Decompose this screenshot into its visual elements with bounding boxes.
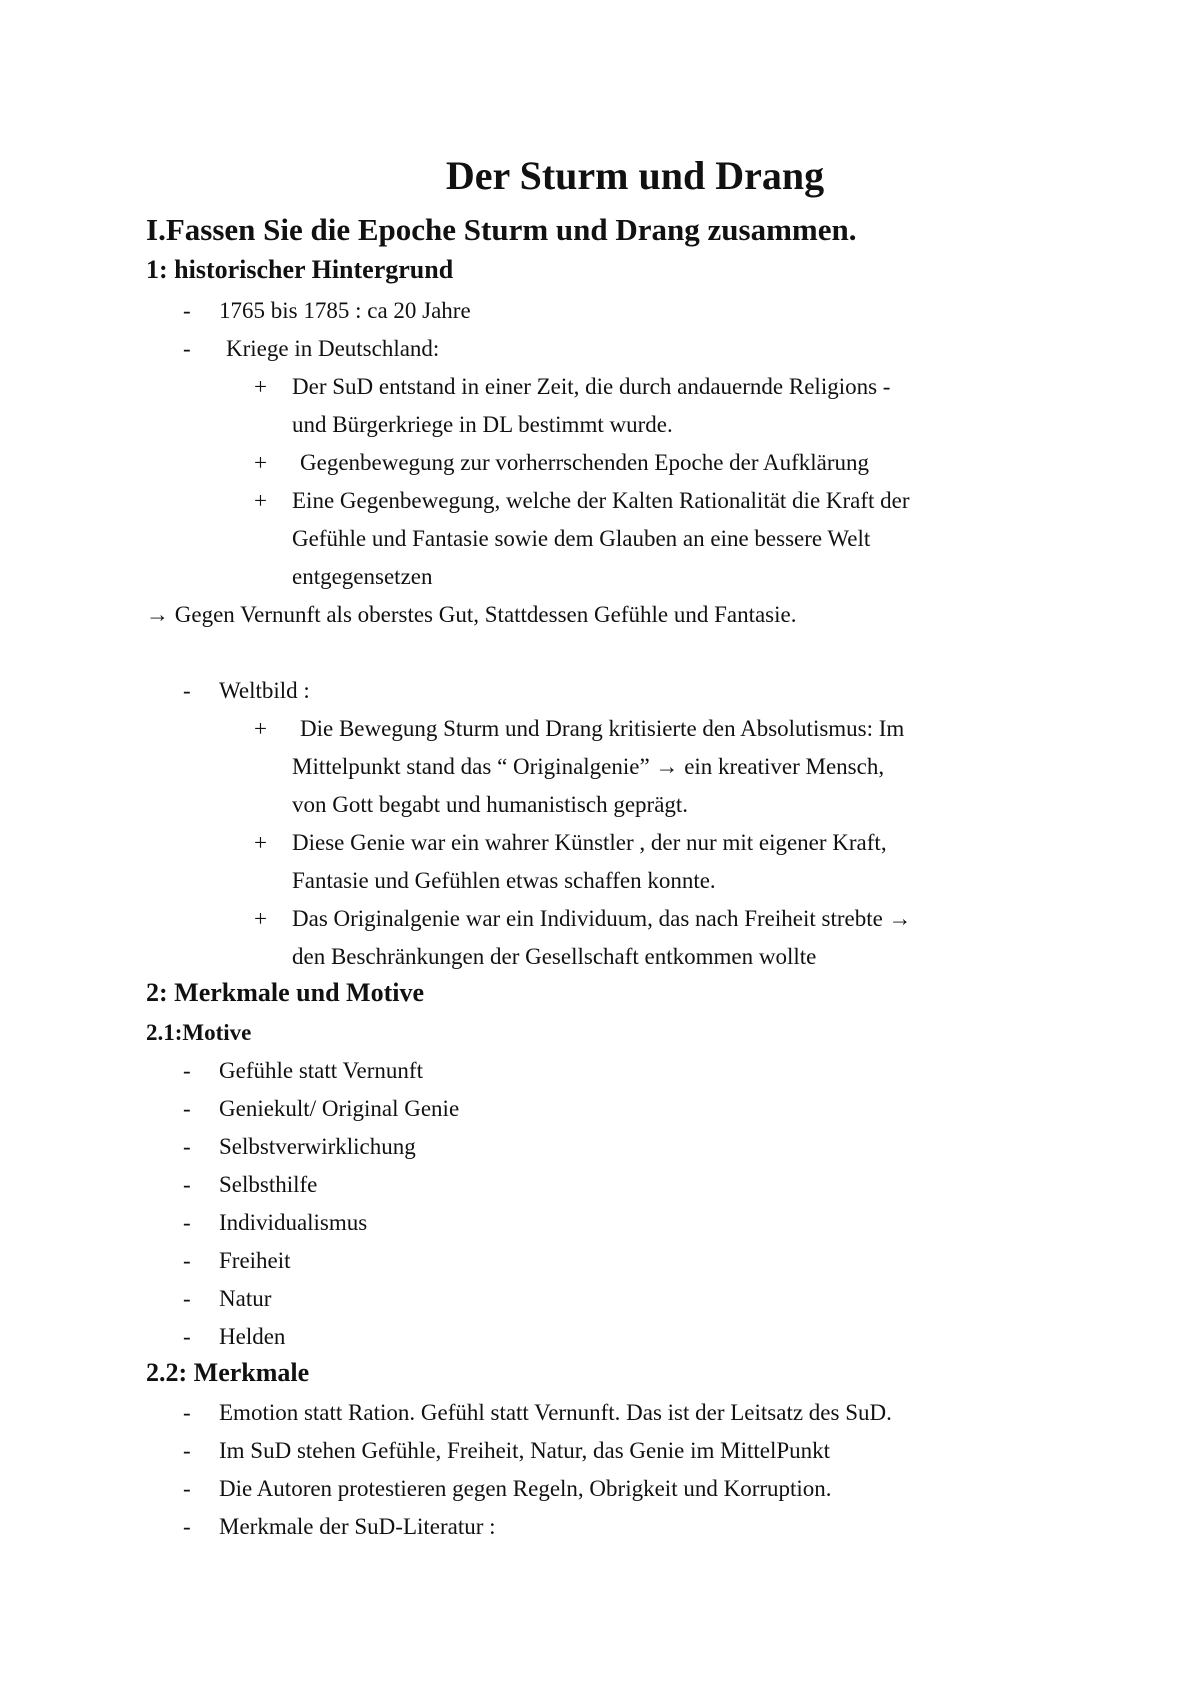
bullet-date-range: 1765 bis 1785 : ca 20 Jahre	[219, 298, 471, 323]
kriege-point-3-line-2: Gefühle und Fantasie sowie dem Glauben an eine bessere Welt	[292, 526, 871, 551]
motive-item: Gefühle statt Vernunft	[219, 1058, 423, 1083]
motive-item: Individualismus	[219, 1210, 368, 1235]
plus-marker: +	[254, 488, 267, 513]
plus-marker: +	[254, 374, 267, 399]
kriege-point-1-line-2: und Bürgerkriege in DL bestimmt wurde.	[292, 412, 673, 437]
kriege-point-3-line-3: entgegensetzen	[292, 564, 433, 589]
weltbild-point-1-line-3: von Gott begabt und humanistisch geprägt.	[292, 792, 689, 817]
plus-marker: +	[254, 906, 267, 931]
section1-heading: 1: historischer Hintergrund	[146, 255, 454, 284]
kriege-point-2-line-1: Gegenbewegung zur vorherrschenden Epoche der Aufklärung	[300, 450, 870, 475]
motive-item: Selbstverwirklichung	[219, 1134, 416, 1159]
dash-marker: -	[183, 1438, 191, 1463]
section2-heading: 2: Merkmale und Motive	[146, 978, 425, 1007]
weltbild-point-3-line-1: Das Originalgenie war ein Individuum, das nach Freiheit strebte →	[292, 906, 912, 931]
dash-marker: -	[183, 1248, 191, 1273]
motive-item: Freiheit	[219, 1248, 291, 1273]
dash-marker: -	[183, 1400, 191, 1425]
motive-item: Selbsthilfe	[219, 1172, 318, 1197]
dash-marker: -	[183, 1514, 191, 1539]
motive-heading: 2.1:Motive	[146, 1020, 252, 1045]
merkmale-item: Die Autoren protestieren gegen Regeln, Obrigkeit und Korruption.	[219, 1476, 832, 1501]
kriege-point-1-line-1: Der SuD entstand in einer Zeit, die durch andauernde Religions -	[292, 374, 891, 399]
dash-marker: -	[183, 1324, 191, 1349]
dash-marker: -	[183, 1286, 191, 1311]
merkmale-item: Emotion statt Ration. Gefühl statt Vernunft. Das ist der Leitsatz des SuD.	[219, 1400, 892, 1425]
bullet-weltbild: Weltbild :	[219, 678, 310, 703]
bullet-kriege: Kriege in Deutschland:	[226, 336, 440, 361]
dash-marker: -	[183, 336, 191, 361]
dash-marker: -	[183, 298, 191, 323]
merkmale-item: Im SuD stehen Gefühle, Freiheit, Natur, das Genie im MittelPunkt	[219, 1438, 831, 1463]
weltbild-point-3-line-2: den Beschränkungen der Gesellschaft entkommen wollte	[292, 944, 817, 969]
dash-marker: -	[183, 678, 191, 703]
conclusion-line: → Gegen Vernunft als oberstes Gut, Stattdessen Gefühle und Fantasie.	[146, 602, 797, 627]
plus-marker: +	[254, 716, 267, 741]
weltbild-point-2-line-1: Diese Genie war ein wahrer Künstler , der nur mit eigener Kraft,	[292, 830, 887, 855]
motive-item: Helden	[219, 1324, 286, 1349]
document-title: Der Sturm und Drang	[445, 153, 825, 198]
kriege-point-3-line-1: Eine Gegenbewegung, welche der Kalten Rationalität die Kraft der	[292, 488, 910, 513]
dash-marker: -	[183, 1096, 191, 1121]
plus-marker: +	[254, 830, 267, 855]
dash-marker: -	[183, 1476, 191, 1501]
weltbild-point-1-line-2: Mittelpunkt stand das “ Originalgenie” → ein kreativer Mensch,	[292, 754, 885, 779]
dash-marker: -	[183, 1210, 191, 1235]
dash-marker: -	[183, 1134, 191, 1159]
weltbild-point-1-line-1: Die Bewegung Sturm und Drang kritisierte den Absolutismus: Im	[300, 716, 905, 741]
plus-marker: +	[254, 450, 267, 475]
weltbild-point-2-line-2: Fantasie und Gefühlen etwas schaffen konnte.	[292, 868, 716, 893]
task-heading: I.Fassen Sie die Epoche Sturm und Drang zusammen.	[146, 212, 857, 247]
motive-item: Geniekult/ Original Genie	[219, 1096, 460, 1121]
dash-marker: -	[183, 1058, 191, 1083]
motive-item: Natur	[219, 1286, 272, 1311]
merkmale-item: Merkmale der SuD-Literatur :	[219, 1514, 496, 1539]
merkmale-heading: 2.2: Merkmale	[146, 1358, 310, 1387]
dash-marker: -	[183, 1172, 191, 1197]
